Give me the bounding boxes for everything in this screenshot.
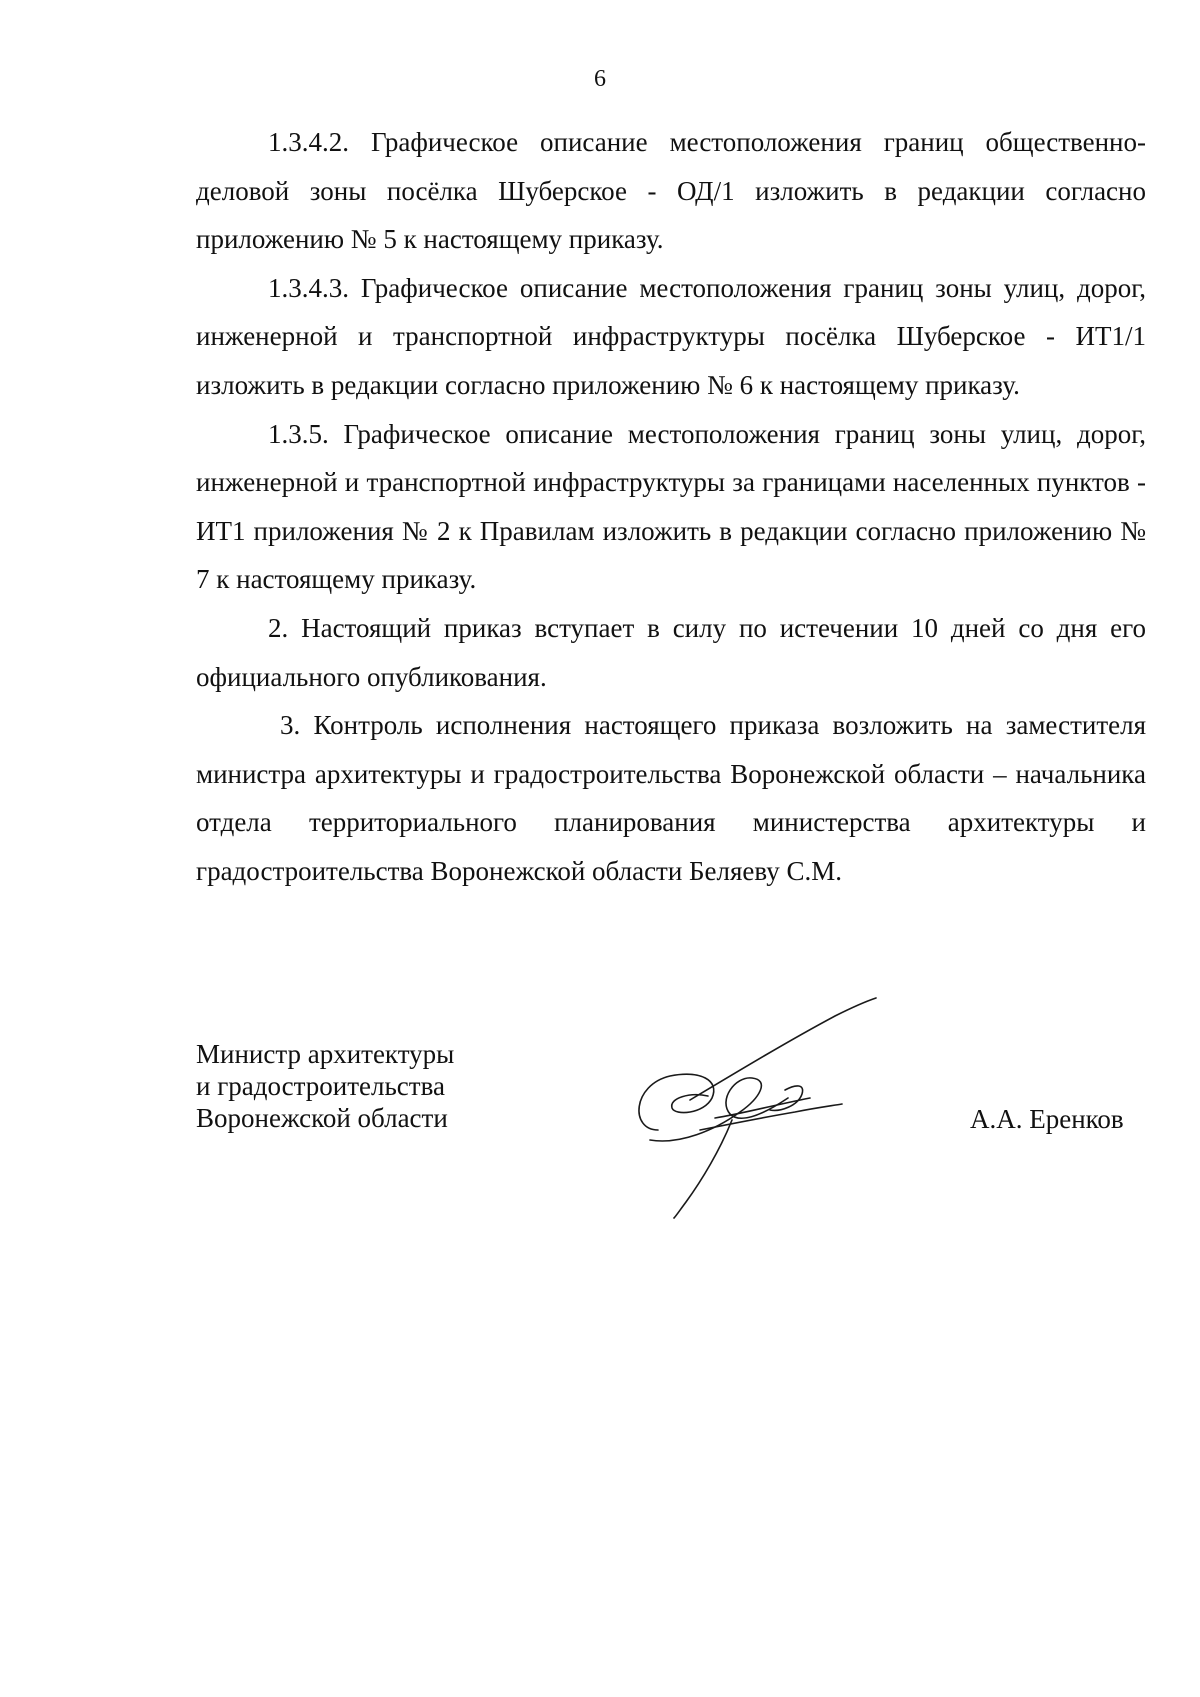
paragraph-3: 3. Контроль исполнения настоящего приказа возложить на заместителя министра архитектуры и градостроительства Воронежской области – начальника отдела территориального планирования министерства архитектуры и градостроительства Воронежской области Беляеву С.М. — [196, 710, 1146, 886]
handwritten-signature-icon — [620, 980, 940, 1220]
signatory-position-line: Воронежской области — [196, 1103, 448, 1133]
signatory-position-line: и градостроительства — [196, 1071, 445, 1101]
document-body — [196, 118, 1146, 896]
signer-name: А.А. Еренков — [970, 1104, 1124, 1134]
signatory-position — [196, 1038, 454, 1134]
paragraph-1-3-5: 1.3.5. Графическое описание местоположения границ зоны улиц, дорог, инженерной и транспортной инфраструктуры за границами населенных пунктов - ИТ1 приложения № 2 к Правилам изложить в редакции согласно приложению № 7 к настоящему приказу. — [196, 418, 1146, 595]
page-number: 6 — [594, 66, 606, 92]
paragraph-2: 2. Настоящий приказ вступает в силу по истечении 10 дней со дня его официального опубликования. — [196, 612, 1146, 692]
paragraph-1-3-4-2: 1.3.4.2. Графическое описание местоположения границ общественно-деловой зоны посёлка Шуберское - ОД/1 изложить в редакции согласно приложению № 5 к настоящему приказу. — [196, 127, 1146, 255]
paragraph-1-3-4-3: 1.3.4.3. Графическое описание местоположения границ зоны улиц, дорог, инженерной и транспортной инфраструктуры посёлка Шуберское - ИТ1/1 изложить в редакции согласно приложению № 6 к настоящему приказу. — [196, 272, 1146, 400]
signatory-position-line: Министр архитектуры — [196, 1039, 455, 1069]
